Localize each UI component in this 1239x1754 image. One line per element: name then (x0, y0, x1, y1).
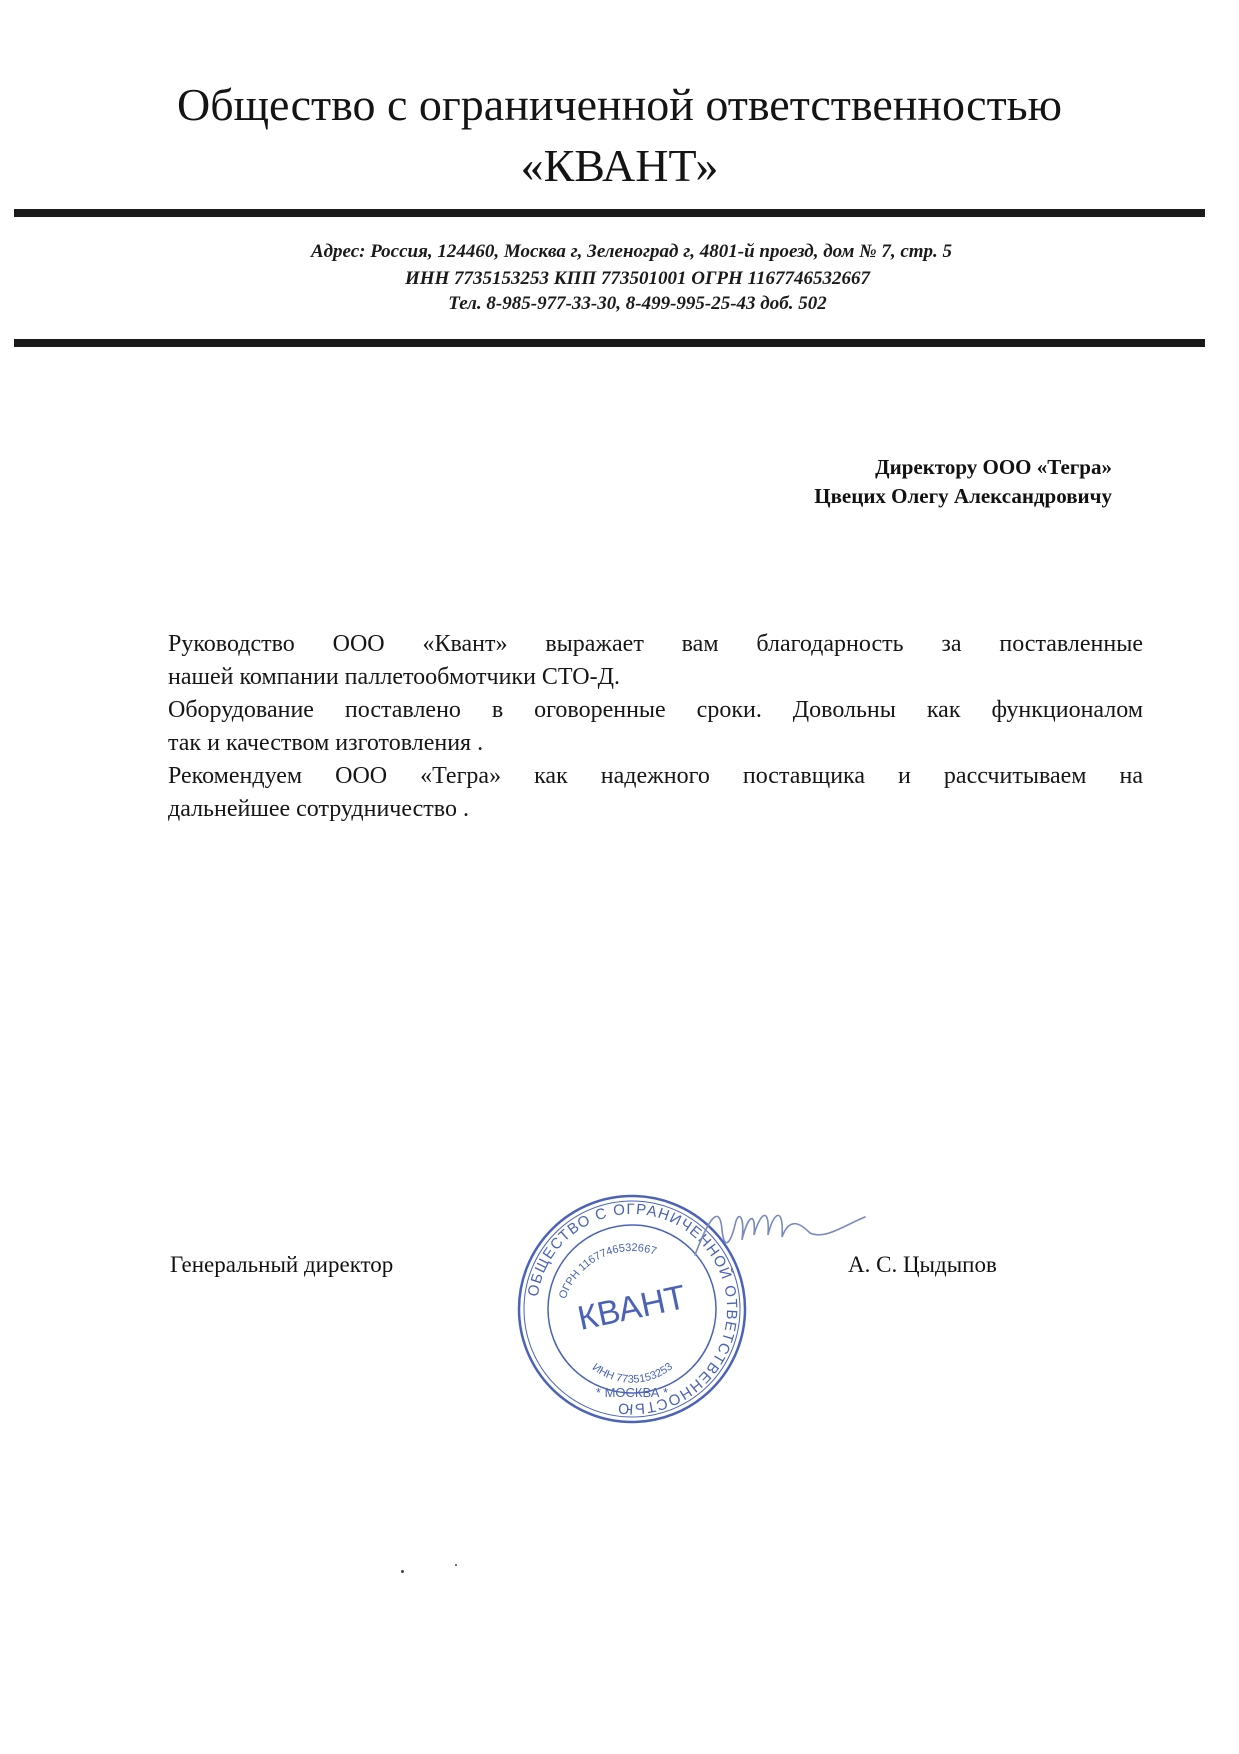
header-divider-bottom (14, 339, 1205, 347)
body-line: так и качеством изготовления . (168, 730, 484, 756)
stamp-city-text: * МОСКВА * (595, 1385, 669, 1400)
stamp-outer-text: ОБЩЕСТВО С ОГРАНИЧЕННОЙ ОТВЕТСТВЕННОСТЬЮ (524, 1200, 741, 1418)
header-divider-top (14, 209, 1205, 217)
company-phone: Тел. 8-985-977-33-30, 8-499-995-25-43 доб. 502 (448, 293, 827, 314)
stamp-inn-text: ИНН 7735153253 (589, 1360, 675, 1386)
company-requisites: ИНН 7735153253 КПП 773501001 ОГРН 1167746532667 (404, 268, 871, 289)
scan-speck (401, 1570, 404, 1573)
organization-name: Общество с ограниченной ответственностью (176, 79, 1063, 130)
signatory-name: А. С. Цыдыпов (848, 1252, 997, 1277)
body-line: Рекомендуем ООО «Тегра» как надежного поставщика и рассчитываем на (168, 763, 1143, 789)
svg-text:ИНН 7735153253 (590, 1361, 675, 1386)
handwritten-signature (690, 1195, 870, 1275)
body-line: нашей компании паллетообмотчики СТО-Д. (168, 664, 620, 690)
addressee-title: Директору ООО «Тегра» (875, 455, 1112, 479)
scan-speck (455, 1564, 457, 1566)
signatory-position: Генеральный директор (170, 1252, 394, 1277)
stamp-center-text: КВАНТ (574, 1278, 690, 1338)
company-address: Адрес: Россия, 124460, Москва г, Зеленоград г, 4801-й проезд, дом № 7, стр. 5 (310, 241, 953, 262)
stamp-ogrn-text: ОГРН 1167746532667 (556, 1241, 659, 1301)
organization-short-name: «КВАНТ» (520, 140, 719, 191)
body-line: Оборудование поставлено в оговоренные сроки. Довольны как функционалом (168, 697, 1143, 723)
letter-body (168, 628, 1143, 826)
addressee-name: Цвецих Олегу Александровичу (814, 484, 1112, 508)
body-line: Руководство ООО «Квант» выражает вам благодарность за поставленные (168, 631, 1143, 657)
body-line: дальнейшее сотрудничество . (168, 796, 469, 822)
